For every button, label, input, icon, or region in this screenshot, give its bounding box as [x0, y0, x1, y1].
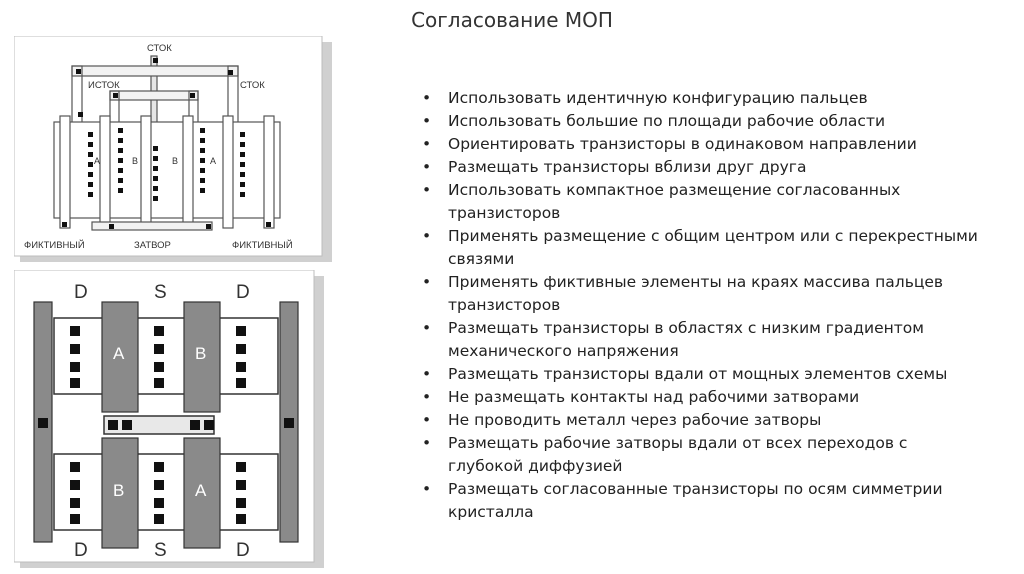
- dummy-right-label: ФИКТИВНЫЙ: [232, 240, 293, 251]
- list-item: • Использовать компактное размещение согласованных транзисторов: [420, 179, 980, 225]
- gate-label: ЗАТВОР: [134, 240, 171, 251]
- list-item: • Ориентировать транзисторы в одинаковом направлении: [420, 133, 980, 156]
- finger-a1-label: A: [94, 156, 101, 166]
- list-item: • Размещать транзисторы в областях с низким градиентом механического напряжения: [420, 317, 980, 363]
- list-item: • Использовать большие по площади рабочие области: [420, 110, 980, 133]
- finger-b2-label: B: [172, 156, 179, 166]
- list-item: • Размещать транзисторы вдали от мощных элементов схемы: [420, 363, 980, 386]
- list-item: • Применять фиктивные элементы на краях массива пальцев транзисторов: [420, 271, 980, 317]
- slide-title: Согласование МОП: [411, 8, 613, 32]
- interdigitated-layout-figure: [14, 36, 334, 264]
- list-item: • Размещать транзисторы вблизи друг друга: [420, 156, 980, 179]
- bottom-drain2-label: D: [236, 540, 250, 561]
- lower-left-gate-label: B: [113, 481, 125, 500]
- top-source-label: S: [154, 282, 167, 303]
- lower-right-gate-label: A: [195, 481, 207, 500]
- drain-right-label: СТОК: [240, 80, 265, 91]
- list-item: • Не размещать контакты над рабочими затворами: [420, 386, 980, 409]
- list-item: • Использовать идентичную конфигурацию пальцев: [420, 87, 980, 110]
- top-drain2-label: D: [236, 282, 250, 303]
- bottom-drain1-label: D: [74, 540, 88, 561]
- finger-a2-label: A: [210, 156, 217, 166]
- finger-b1-label: B: [132, 156, 139, 166]
- list-item: • Применять размещение с общим центром или с перекрестными связями: [420, 225, 980, 271]
- bottom-source-label: S: [154, 540, 167, 561]
- upper-left-gate-label: A: [113, 344, 125, 363]
- dummy-left-label: ФИКТИВНЫЙ: [24, 240, 85, 251]
- top-drain1-label: D: [74, 282, 88, 303]
- list-item: • Не проводить металл через рабочие затворы: [420, 409, 980, 432]
- common-centroid-layout-figure: [14, 270, 326, 570]
- list-item: • Размещать согласованные транзисторы по осям симметрии кристалла: [420, 478, 980, 524]
- guidelines-list: [420, 87, 980, 524]
- list-item: • Размещать рабочие затворы вдали от всех переходов с глубокой диффузией: [420, 432, 980, 478]
- source-label: ИСТОК: [88, 80, 120, 91]
- upper-right-gate-label: B: [195, 344, 207, 363]
- drain-top-label: СТОК: [147, 43, 172, 54]
